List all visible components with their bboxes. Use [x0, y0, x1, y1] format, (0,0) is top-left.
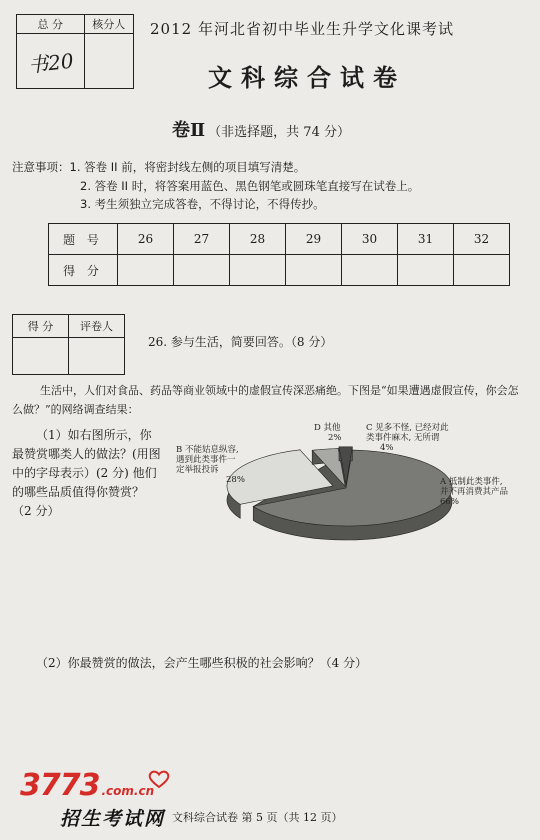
pie-label-line: 定举报投诉: [176, 465, 219, 475]
score-cell: [230, 255, 286, 286]
total-score-box: [16, 14, 134, 89]
instruction-1: 1. 答卷 II 前，将密封线左侧的项目填写清楚。: [69, 160, 306, 174]
pie-label-B: [176, 444, 245, 485]
question-number: 26: [118, 224, 174, 255]
pie-label-line: 66%: [440, 497, 459, 507]
grader-name-cell: [69, 338, 125, 375]
pie-label-line: D 其他: [314, 423, 341, 433]
total-score-label: 总 分: [17, 15, 85, 34]
instruction-3: 3. 考生须独立完成答卷，不得讨论，不得传抄。: [80, 197, 325, 211]
intro-text: 生活中，人们对食品、药品等商业领域中的虚假宣传深恶痛绝。下图是“如果遭遇虚假宣传，你会怎么做？”的网络调查结果：: [12, 384, 519, 416]
pie-label-C: [366, 422, 449, 453]
grader-label: 评卷人: [69, 315, 125, 338]
instructions-label: 注意事项：: [12, 160, 70, 174]
volume-desc: （非选择题，共 74 分）: [208, 125, 350, 140]
question-number: 31: [398, 224, 454, 255]
question-number: 30: [342, 224, 398, 255]
question-number: 27: [174, 224, 230, 255]
subquestion-2: （2）你最赞赏的做法，会产生哪些积极的社会影响？（4 分）: [36, 656, 368, 670]
handwritten-score: 书20: [26, 48, 75, 77]
score-cell: [398, 255, 454, 286]
question-26-heading: 26. 参与生活，简要回答。（8 分）: [148, 335, 333, 349]
watermark-domain: .com.cn: [101, 784, 155, 798]
pie-label-line: 类事件麻木, 无所谓: [366, 433, 440, 443]
question-number: 32: [454, 224, 510, 255]
score-cell: [118, 255, 174, 286]
question-intro: [12, 381, 528, 419]
heart-icon: [148, 770, 170, 788]
total-score-value: [17, 34, 85, 89]
question-number: 28: [230, 224, 286, 255]
checker-label: 核分人: [84, 15, 133, 34]
score-label: 得 分: [49, 255, 118, 286]
score-cell: [286, 255, 342, 286]
pie-label-D: [314, 422, 342, 443]
instruction-2: 2. 答卷 II 时，将答案用蓝色、黑色钢笔或圆珠笔直接写在试卷上。: [80, 178, 420, 193]
grader-box: [12, 314, 125, 375]
pie-slices: [227, 447, 452, 540]
watermark-tagline: 招生考试网: [60, 808, 166, 830]
pie-label-line: B 不能姑息纵容,: [176, 445, 239, 455]
pie-label-line: C 见多不怪, 已经对此: [366, 423, 449, 433]
watermark-logo: [20, 768, 166, 830]
instructions: [12, 158, 419, 214]
pie-label-line: 4%: [380, 443, 394, 453]
page-footer: 文科综合试卷 第 5 页（共 12 页）: [172, 811, 343, 824]
pie-label-line: 28%: [226, 475, 245, 485]
pie-label-A: [439, 476, 509, 507]
subquestion-1-text: （1）如右图所示，你最赞赏哪类人的做法？(用图中的字母表示）(2 分) 他们的哪些品质值得你赞赏？（2 分）: [12, 428, 161, 518]
exam-title: 2012 年河北省初中毕业生升学文化课考试: [150, 20, 454, 38]
pie-label-line: 2%: [328, 433, 342, 443]
checker-signature-cell: [84, 34, 133, 89]
score-cell: [174, 255, 230, 286]
pie-label-line: A 抵制此类事件,: [440, 477, 503, 487]
question-number: 29: [286, 224, 342, 255]
grader-score-label: 得 分: [13, 315, 69, 338]
watermark-number: 3773: [20, 768, 100, 803]
grader-score-cell: [13, 338, 69, 375]
subject-title: 文科综合试卷: [208, 63, 406, 92]
pie-label-line: 并不再消费其产品: [440, 487, 509, 497]
score-cell: [454, 255, 510, 286]
marks-table: [48, 223, 510, 286]
volume-name: 卷Ⅱ: [172, 120, 206, 141]
survey-pie-chart: [176, 418, 509, 568]
question-number-label: 题 号: [49, 224, 118, 255]
subquestion-1: [12, 426, 162, 521]
score-cell: [342, 255, 398, 286]
pie-label-line: 遇到此类事件一: [176, 455, 236, 465]
volume-heading: [172, 116, 350, 142]
